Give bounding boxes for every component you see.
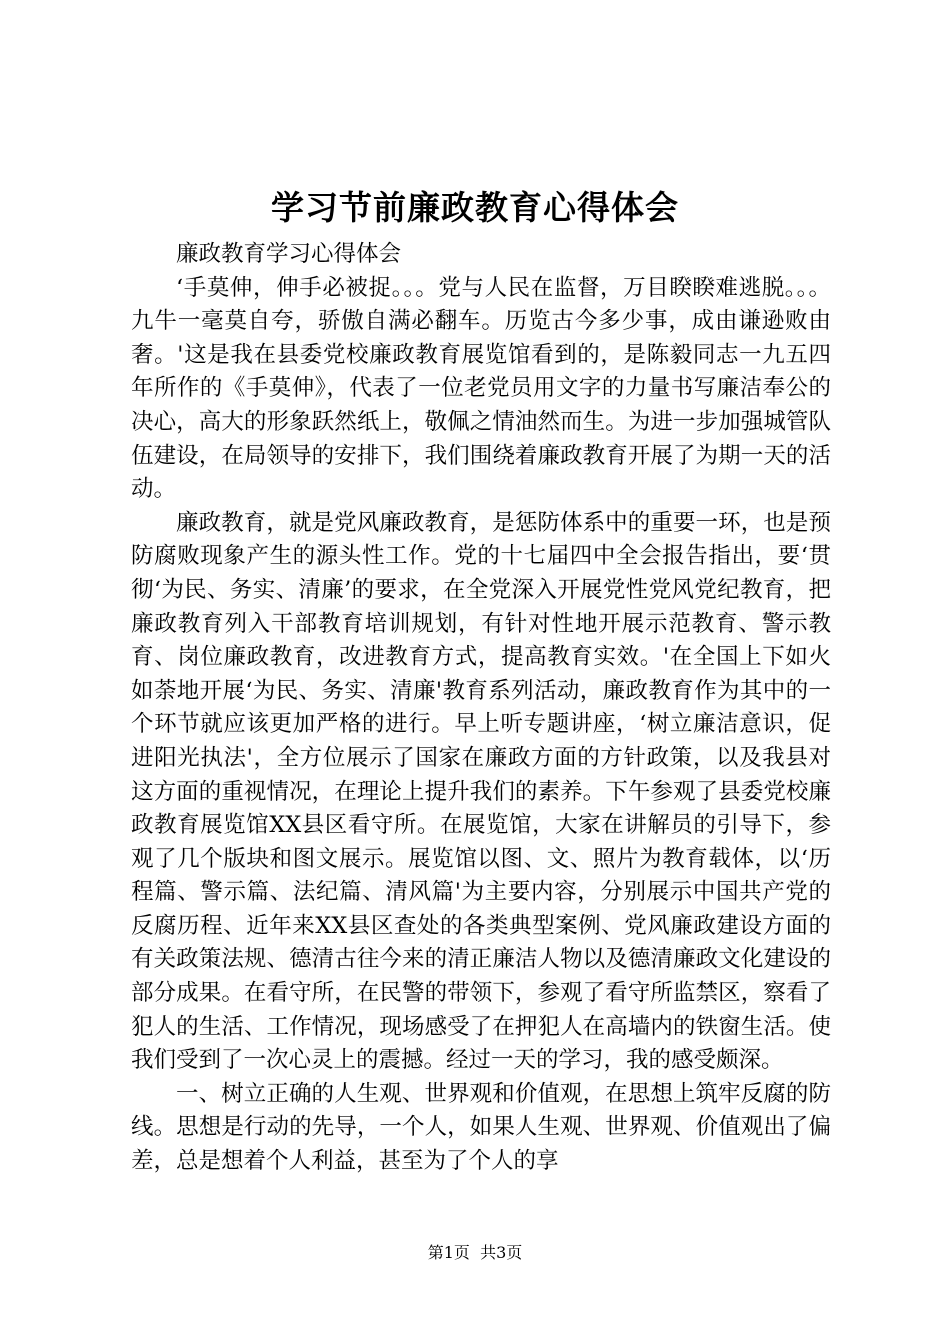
page-number: 第1页: [427, 1243, 470, 1262]
body-paragraph: 一、树立正确的人生观、世界观和价值观，在思想上筑牢反腐的防线。思想是行动的先导，一个人，如果人生观、世界观、价值观出了偏差，总是想着个人利益，甚至为了个人的享: [131, 1080, 831, 1175]
document-body: [131, 238, 831, 1179]
body-paragraph: ‘手莫伸，伸手必被捉。。。党与人民在监督，万目睽睽难逃脱。。。九牛一毫莫自夸，骄傲自满必翻车。历览古今多少事，成由谦逊败由奢。'这是我在县委党校廉政教育展览馆看到的，是陈毅同志一九五四年所作的《手莫伸》，代表了一位老党员用文字的力量书写廉洁奉公的决心，高大的形象跃然纸上，敬佩之情油然而生。为进一步加强城管队伍建设，在局领导的安排下，我们围绕着廉政教育开展了为期一天的活动。: [131, 274, 831, 503]
subtitle-paragraph: 廉政教育学习心得体会: [176, 241, 402, 267]
page-footer: [0, 1242, 950, 1264]
body-paragraph: 廉政教育，就是党风廉政教育，是惩防体系中的重要一环，也是预防腐败现象产生的源头性工作。党的十七届四中全会报告指出，要‘贯彻‘为民、务实、清廉’的要求，在全党深入开展党性党风党纪教育，把廉政教育列入干部教育培训规划，有针对性地开展示范教育、警示教育、岗位廉政教育，改进教育方式，提高教育实效。'在全国上下如火如荼地开展‘为民、务实、清廉'教育系列活动，廉政教育作为其中的一个环节就应该更加严格的进行。早上听专题讲座，‘树立廉洁意识，促进阳光执法'，全方位展示了国家在廉政方面的方针政策，以及我县对这方面的重视情况，在理论上提升我们的素养。下午参观了县委党校廉政教育展览馆XX县区看守所。在展览馆，大家在讲解员的引导下，参观了几个版块和图文展示。展览馆以图、文、照片为教育载体，以‘历程篇、警示篇、法纪篇、清风篇'为主要内容，分别展示中国共产党的反腐历程、近年来XX县区查处的各类典型案例、党风廉政建设方面的有关政策法规、德清古往今来的清正廉洁人物以及德清廉政文化建设的部分成果。在看守所，在民警的带领下，参观了看守所监禁区，察看了犯人的生活、工作情况，现场感受了在押犯人在高墙内的铁窗生活。使我们受到了一次心灵上的震撼。经过一天的学习，我的感受颇深。: [131, 509, 831, 1074]
footer-spacer: [470, 1243, 480, 1262]
page-total: 共3页: [480, 1243, 523, 1262]
page-title: 学习节前廉政教育心得体会: [271, 188, 679, 227]
